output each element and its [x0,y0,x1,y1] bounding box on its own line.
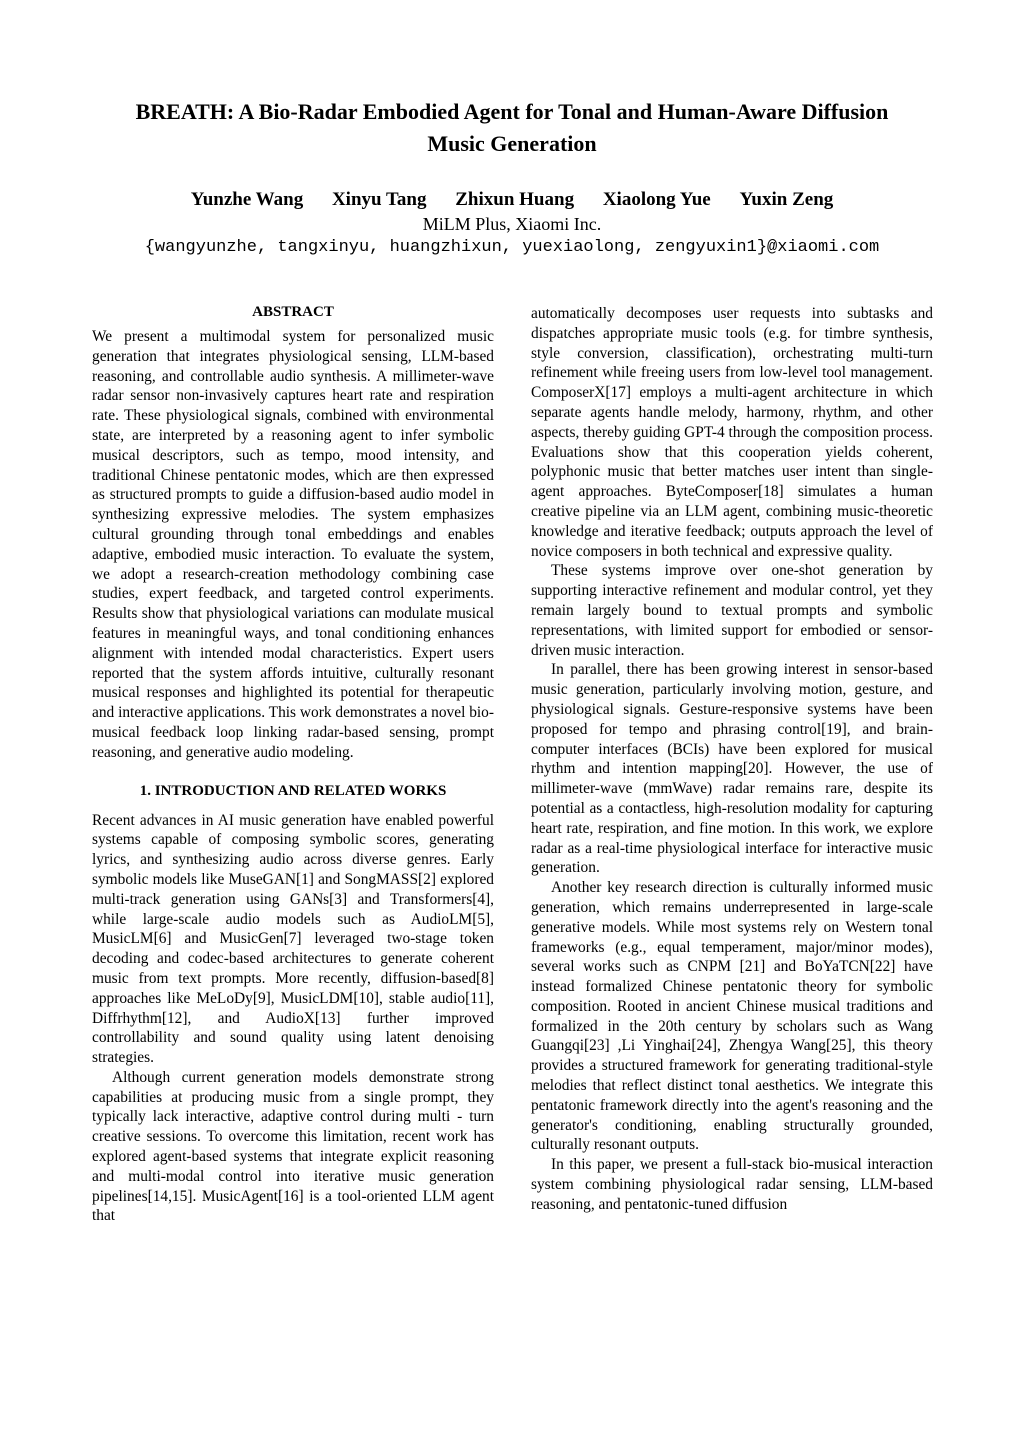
paragraph: Although current generation models demonstrate strong capabilities at producing music from a single prompt, they typically lack interactive, adaptive control during multi - turn creative sessions. To overcome this limitation, recent work has explored agent-based systems that integrate explicit reasoning and multi-modal control into iterative music generation pipelines[14,15]. MusicAgent[16] is a tool-oriented LLM agent that [92,1068,494,1225]
author-list [100,187,924,213]
affiliation: MiLM Plus, Xiaomi Inc. [422,214,602,234]
right-column [531,304,933,1215]
section-heading: 1. INTRODUCTION AND RELATED WORKS [139,782,447,799]
left-column [92,302,494,1226]
abstract-heading: ABSTRACT [252,304,334,320]
paper-title: BREATH: A Bio-Radar Embodied Agent for Tonal and Human-Aware Diffusion Music Generation [135,99,889,156]
paragraph: automatically decomposes user requests into subtasks and dispatches appropriate music tools (e.g. for timbre synthesis, style conversion, classification), orchestrating multi-turn refinement while freeing users from low-level tool management. ComposerX[17] employs a multi-agent architecture in which separate agents handle melody, harmony, rhythm, and other aspects, thereby guiding GPT-4 through the composition process. Evaluations show that this cooperation yields coherent, polyphonic music that better matches user intent than single-agent approaches. ByteComposer[18] simulates a human creative pipeline via an LLM agent, combining music-theoretic knowledge and iterative feedback; outputs approach the level of novice composers in both technical and expressive quality. [531,305,933,560]
author-name: Yuxin Zeng [739,189,834,210]
author-name: Yunzhe Wang [190,189,304,210]
paragraph: In parallel, there has been growing interest in sensor-based music generation, particularly involving motion, gesture, and physiological signals. Gesture-responsive systems have been proposed for tempo and phrasing control[19], and brain-computer interfaces (BCIs) have been explored for musical rhythm and intention mapping[20]. However, the use of millimeter-wave (mmWave) radar remains rare, despite its potential as a contactless, high-resolution modality for capturing heart rate, respiration, and fine motion. In this work, we explore radar as a real-time physiological interface for interactive music generation. [531,661,933,877]
paragraph: In this paper, we present a full-stack bio-musical interaction system combining physiological radar sensing, LLM-based reasoning, and pentatonic-tuned diffusion [531,1156,933,1213]
author-name: Zhixun Huang [455,189,575,210]
author-emails: {wangyunzhe, tangxinyu, huangzhixun, yuexiaolong, zengyuxin1}@xiaomi.com [144,238,880,257]
paragraph: These systems improve over one-shot generation by supporting interactive refinement and modular control, yet they remain largely bound to textual prompts and symbolic representations, with limited support for embodied or sensor-driven music interaction. [531,562,933,659]
abstract-text: We present a multimodal system for personalized music generation that integrates physiological sensing, LLM-based reasoning, and controllable audio synthesis. A millimeter-wave radar sensor non-invasively captures heart rate and respiration rate. These physiological signals, combined with environmental state, are interpreted by a reasoning agent to infer symbolic musical descriptors, such as tempo, mood intensity, and traditional Chinese pentatonic modes, which are then expressed as structured prompts to guide a diffusion-based audio model in synthesizing expressive melodies. The system emphasizes cultural grounding through tonal embeddings and enables adaptive, embodied music interaction. To evaluate the system, we adopt a research-creation methodology combining case studies, expert feedback, and targeted control experiments. Results show that physiological variations can modulate musical features in meaningful ways, and tonal conditioning enhances alignment with intended modal characteristics. Expert users reported that the system affords intuitive, culturally resonant musical responses and highlighted its potential for therapeutic and interactive applications. This work demonstrates a novel bio-musical feedback loop linking radar-based sensing, prompt reasoning, and generative audio modeling. [92,328,494,761]
paragraph: Another key research direction is culturally informed music generation, which remains underrepresented in large-scale generative models. While most systems rely on Western tonal frameworks (e.g., equal temperament, major/minor modes), several works such as CNPM [21] and BoYaTCN[22] have instead formalized Chinese pentatonic theory for symbolic composition. Rooted in ancient Chinese musical traditions and formalized in the 20th century by scholars such as Wang Guangqi[23] ,Li Yinghai[24], Zhengya Wang[25], this theory provides a structured framework for generating traditional-style melodies that reflect distinct tonal aesthetics. We integrate this pentatonic framework directly into the agent's reasoning and the generator's conditioning, enabling structurally grounded, culturally resonant outputs. [531,879,933,1154]
author-name: Xiaolong Yue [602,189,711,210]
paragraph: Recent advances in AI music generation have enabled powerful systems capable of composing symbolic scores, generating lyrics, and synthesizing audio across diverse genres. Early symbolic models like MuseGAN[1] and SongMASS[2] explored multi-track generation using GANs[3] and Transformers[4], while large-scale audio models such as AudioLM[5], MusicLM[6] and MusicGen[7] leveraged two-stage token decoding and codec-based architectures to generate coherent music from text prompts. More recently, diffusion-based[8] approaches like MeLoDy[9], MusicLDM[10], stable audio[11], Diffrhythm[12], and AudioX[13] further improved controllability and sound quality using latent denoising strategies. [92,811,494,1067]
author-name: Xinyu Tang [331,189,427,210]
